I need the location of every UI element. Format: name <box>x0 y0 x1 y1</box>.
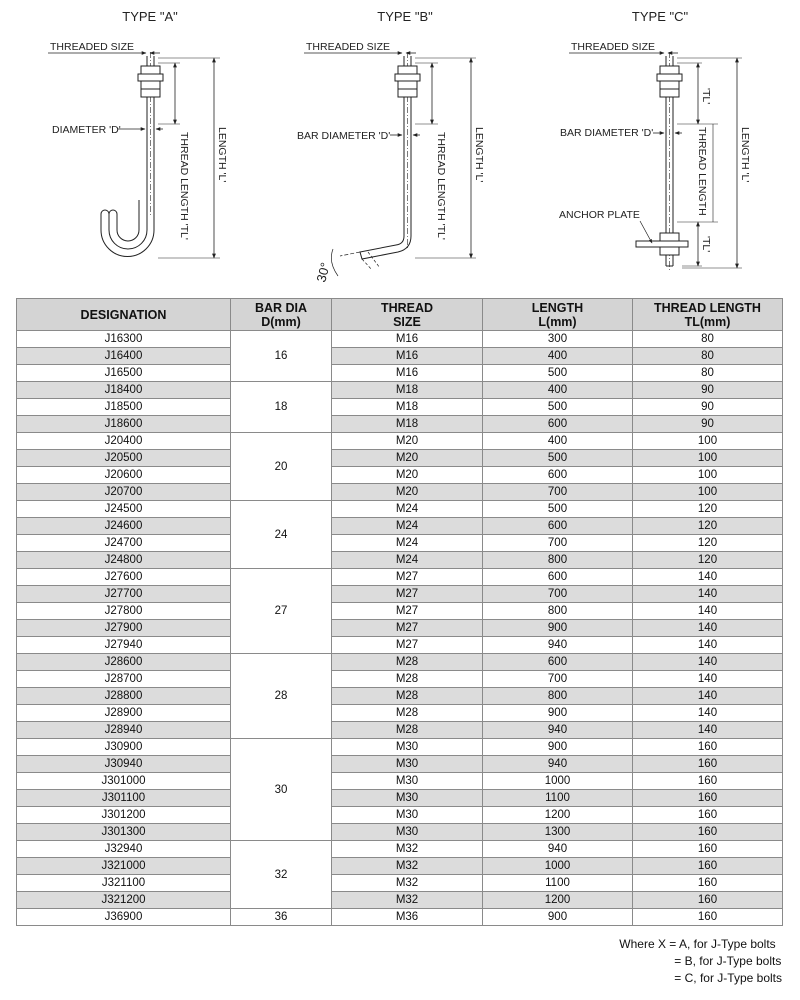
cell-designation: J24500 <box>17 501 231 518</box>
type-b-angle-label: 30° <box>313 260 333 284</box>
table-row <box>17 807 783 824</box>
cell-thread-size: M28 <box>332 671 483 688</box>
footnote-line: = C, for J-Type bolts <box>674 971 782 985</box>
type-c-diameter-label: BAR DIAMETER 'D' <box>560 127 654 139</box>
cell-length: 1200 <box>483 807 633 824</box>
cell-length: 940 <box>483 756 633 773</box>
cell-thread-length: 140 <box>633 722 783 739</box>
cell-designation: J27900 <box>17 620 231 637</box>
cell-length: 800 <box>483 552 633 569</box>
cell-thread-length: 120 <box>633 518 783 535</box>
table-row <box>17 399 783 416</box>
cell-designation: J321200 <box>17 892 231 909</box>
cell-designation: J321100 <box>17 875 231 892</box>
cell-designation: J321000 <box>17 858 231 875</box>
table-row <box>17 620 783 637</box>
cell-length: 500 <box>483 399 633 416</box>
cell-thread-length: 140 <box>633 688 783 705</box>
type-c-tl-bottom-label: 'TL' <box>700 236 712 253</box>
cell-length: 300 <box>483 331 633 348</box>
type-b-threaded-size-label: THREADED SIZE <box>306 41 391 53</box>
bolt-type-diagrams <box>0 0 800 290</box>
type-a-threaded-size-label: THREADED SIZE <box>50 41 135 53</box>
cell-thread-length: 160 <box>633 858 783 875</box>
cell-designation: J28600 <box>17 654 231 671</box>
cell-thread-size: M32 <box>332 875 483 892</box>
cell-length: 500 <box>483 365 633 382</box>
cell-designation: J20700 <box>17 484 231 501</box>
cell-designation: J20600 <box>17 467 231 484</box>
cell-thread-length: 100 <box>633 484 783 501</box>
cell-length: 900 <box>483 739 633 756</box>
cell-thread-length: 100 <box>633 433 783 450</box>
cell-designation: J18400 <box>17 382 231 399</box>
cell-thread-size: M27 <box>332 620 483 637</box>
table-row <box>17 722 783 739</box>
cell-thread-size: M30 <box>332 773 483 790</box>
table-row <box>17 348 783 365</box>
cell-length: 940 <box>483 841 633 858</box>
cell-thread-size: M27 <box>332 569 483 586</box>
cell-bar-dia: 20 <box>231 433 332 501</box>
cell-length: 700 <box>483 535 633 552</box>
table-row <box>17 841 783 858</box>
cell-thread-size: M24 <box>332 518 483 535</box>
cell-thread-size: M16 <box>332 365 483 382</box>
table-row <box>17 637 783 654</box>
cell-thread-size: M32 <box>332 892 483 909</box>
type-c-title: TYPE "C" <box>631 9 689 24</box>
cell-length: 700 <box>483 484 633 501</box>
table-header <box>17 299 783 331</box>
cell-length: 1000 <box>483 858 633 875</box>
cell-thread-length: 120 <box>633 535 783 552</box>
cell-designation: J301200 <box>17 807 231 824</box>
cell-thread-length: 140 <box>633 569 783 586</box>
type-c-diagram <box>559 9 751 272</box>
cell-thread-size: M24 <box>332 535 483 552</box>
cell-thread-length: 160 <box>633 909 783 926</box>
cell-thread-size: M30 <box>332 807 483 824</box>
cell-thread-length: 100 <box>633 450 783 467</box>
type-c-anchor-plate-label: ANCHOR PLATE <box>559 209 640 221</box>
table-row <box>17 756 783 773</box>
type-c-length-label: LENGTH 'L' <box>739 127 751 183</box>
table-row <box>17 705 783 722</box>
cell-thread-size: M28 <box>332 654 483 671</box>
header-designation: DESIGNATION <box>17 299 231 331</box>
table-row <box>17 433 783 450</box>
cell-thread-length: 160 <box>633 841 783 858</box>
cell-thread-size: M20 <box>332 433 483 450</box>
footnote <box>619 936 782 987</box>
cell-length: 400 <box>483 382 633 399</box>
cell-thread-length: 120 <box>633 552 783 569</box>
cell-thread-length: 90 <box>633 382 783 399</box>
cell-thread-size: M20 <box>332 467 483 484</box>
cell-thread-length: 90 <box>633 399 783 416</box>
cell-designation: J27940 <box>17 637 231 654</box>
cell-thread-size: M20 <box>332 484 483 501</box>
table-row <box>17 688 783 705</box>
type-a-diameter-label: DIAMETER 'D' <box>52 124 121 136</box>
table-row <box>17 586 783 603</box>
cell-length: 940 <box>483 722 633 739</box>
cell-thread-size: M16 <box>332 348 483 365</box>
cell-length: 800 <box>483 688 633 705</box>
cell-length: 700 <box>483 586 633 603</box>
cell-thread-length: 80 <box>633 331 783 348</box>
cell-designation: J16500 <box>17 365 231 382</box>
cell-thread-length: 160 <box>633 875 783 892</box>
type-a-thread-length-label: THREAD LENGTH 'TL' <box>178 132 190 240</box>
cell-thread-length: 100 <box>633 467 783 484</box>
cell-thread-size: M30 <box>332 824 483 841</box>
cell-thread-size: M32 <box>332 858 483 875</box>
cell-length: 900 <box>483 909 633 926</box>
cell-designation: J18600 <box>17 416 231 433</box>
cell-length: 600 <box>483 569 633 586</box>
cell-bar-dia: 27 <box>231 569 332 654</box>
cell-length: 940 <box>483 637 633 654</box>
type-b-bolt <box>340 52 420 270</box>
cell-length: 500 <box>483 501 633 518</box>
table-row <box>17 535 783 552</box>
cell-designation: J301000 <box>17 773 231 790</box>
cell-designation: J16400 <box>17 348 231 365</box>
type-c-threaded-size-label: THREADED SIZE <box>571 41 656 53</box>
type-a-bolt <box>101 52 163 257</box>
cell-designation: J27800 <box>17 603 231 620</box>
cell-length: 1200 <box>483 892 633 909</box>
footnote-line: Where X = A, for J-Type bolts <box>619 937 776 951</box>
header-bar-dia: BAR DIA D(mm) <box>231 299 332 331</box>
cell-length: 600 <box>483 518 633 535</box>
cell-length: 600 <box>483 467 633 484</box>
type-b-title: TYPE "B" <box>377 9 433 24</box>
cell-designation: J24600 <box>17 518 231 535</box>
table-row <box>17 654 783 671</box>
cell-bar-dia: 28 <box>231 654 332 739</box>
table-row <box>17 552 783 569</box>
cell-designation: J18500 <box>17 399 231 416</box>
cell-length: 900 <box>483 620 633 637</box>
cell-designation: J20400 <box>17 433 231 450</box>
table-row <box>17 416 783 433</box>
cell-bar-dia: 30 <box>231 739 332 841</box>
header-length: LENGTH L(mm) <box>483 299 633 331</box>
cell-thread-size: M27 <box>332 637 483 654</box>
cell-thread-length: 160 <box>633 892 783 909</box>
table-row <box>17 484 783 501</box>
table-row <box>17 518 783 535</box>
cell-length: 1100 <box>483 875 633 892</box>
table-row <box>17 450 783 467</box>
cell-bar-dia: 16 <box>231 331 332 382</box>
cell-designation: J27700 <box>17 586 231 603</box>
cell-designation: J32940 <box>17 841 231 858</box>
cell-thread-size: M18 <box>332 382 483 399</box>
type-b-diagram <box>297 9 485 284</box>
table-row <box>17 603 783 620</box>
cell-thread-size: M28 <box>332 722 483 739</box>
cell-thread-length: 160 <box>633 824 783 841</box>
table-body <box>17 331 783 926</box>
cell-bar-dia: 18 <box>231 382 332 433</box>
cell-designation: J16300 <box>17 331 231 348</box>
cell-designation: J28900 <box>17 705 231 722</box>
cell-designation: J301100 <box>17 790 231 807</box>
cell-length: 400 <box>483 433 633 450</box>
cell-thread-size: M32 <box>332 841 483 858</box>
type-c-bolt <box>636 52 688 272</box>
table-row <box>17 671 783 688</box>
cell-thread-size: M36 <box>332 909 483 926</box>
cell-thread-size: M27 <box>332 603 483 620</box>
type-b-length-label: LENGTH 'L' <box>473 127 485 183</box>
cell-thread-length: 80 <box>633 365 783 382</box>
cell-thread-size: M18 <box>332 416 483 433</box>
type-a-diagram <box>48 9 228 258</box>
cell-length: 800 <box>483 603 633 620</box>
cell-designation: J20500 <box>17 450 231 467</box>
cell-designation: J24800 <box>17 552 231 569</box>
type-a-length-label: LENGTH 'L' <box>216 127 228 183</box>
cell-designation: J28800 <box>17 688 231 705</box>
cell-designation: J30940 <box>17 756 231 773</box>
cell-thread-length: 160 <box>633 756 783 773</box>
table-row <box>17 569 783 586</box>
type-c-thread-length-label: THREAD LENGTH <box>696 127 708 216</box>
cell-designation: J36900 <box>17 909 231 926</box>
cell-thread-length: 140 <box>633 637 783 654</box>
cell-designation: J24700 <box>17 535 231 552</box>
table-row <box>17 739 783 756</box>
table-row <box>17 824 783 841</box>
table-row <box>17 790 783 807</box>
table-row <box>17 501 783 518</box>
cell-length: 1300 <box>483 824 633 841</box>
table-row <box>17 382 783 399</box>
type-b-diameter-label: BAR DIAMETER 'D' <box>297 130 391 142</box>
cell-bar-dia: 32 <box>231 841 332 909</box>
cell-thread-length: 140 <box>633 603 783 620</box>
cell-thread-size: M24 <box>332 552 483 569</box>
footnote-line: = B, for J-Type bolts <box>674 954 782 968</box>
cell-thread-length: 120 <box>633 501 783 518</box>
header-thread-length: THREAD LENGTH TL(mm) <box>633 299 783 331</box>
cell-thread-length: 140 <box>633 620 783 637</box>
cell-thread-length: 140 <box>633 586 783 603</box>
cell-thread-length: 160 <box>633 790 783 807</box>
cell-thread-length: 160 <box>633 807 783 824</box>
cell-length: 600 <box>483 416 633 433</box>
table-row <box>17 331 783 348</box>
cell-thread-length: 80 <box>633 348 783 365</box>
cell-length: 900 <box>483 705 633 722</box>
cell-thread-size: M30 <box>332 756 483 773</box>
cell-thread-length: 160 <box>633 739 783 756</box>
cell-length: 1000 <box>483 773 633 790</box>
table-row <box>17 892 783 909</box>
table-row <box>17 467 783 484</box>
type-a-title: TYPE "A" <box>122 9 178 24</box>
type-b-thread-length-label: THREAD LENGTH 'TL' <box>435 132 447 240</box>
table-row <box>17 909 783 926</box>
cell-thread-length: 140 <box>633 705 783 722</box>
cell-designation: J28940 <box>17 722 231 739</box>
cell-thread-length: 140 <box>633 654 783 671</box>
cell-thread-size: M28 <box>332 688 483 705</box>
cell-bar-dia: 36 <box>231 909 332 926</box>
cell-thread-size: M27 <box>332 586 483 603</box>
bolt-spec-table <box>16 298 783 926</box>
cell-designation: J301300 <box>17 824 231 841</box>
cell-thread-size: M24 <box>332 501 483 518</box>
cell-designation: J30900 <box>17 739 231 756</box>
cell-length: 1100 <box>483 790 633 807</box>
cell-designation: J27600 <box>17 569 231 586</box>
cell-designation: J28700 <box>17 671 231 688</box>
cell-thread-size: M18 <box>332 399 483 416</box>
cell-thread-size: M30 <box>332 739 483 756</box>
table-row <box>17 773 783 790</box>
cell-thread-size: M16 <box>332 331 483 348</box>
header-thread-size: THREAD SIZE <box>332 299 483 331</box>
cell-thread-size: M30 <box>332 790 483 807</box>
cell-thread-size: M28 <box>332 705 483 722</box>
table-row <box>17 858 783 875</box>
table-row <box>17 365 783 382</box>
cell-bar-dia: 24 <box>231 501 332 569</box>
cell-length: 600 <box>483 654 633 671</box>
type-c-tl-top-label: 'TL' <box>700 88 712 105</box>
cell-length: 500 <box>483 450 633 467</box>
cell-length: 400 <box>483 348 633 365</box>
cell-thread-length: 160 <box>633 773 783 790</box>
cell-thread-length: 140 <box>633 671 783 688</box>
cell-length: 700 <box>483 671 633 688</box>
cell-thread-length: 90 <box>633 416 783 433</box>
cell-thread-size: M20 <box>332 450 483 467</box>
table-row <box>17 875 783 892</box>
